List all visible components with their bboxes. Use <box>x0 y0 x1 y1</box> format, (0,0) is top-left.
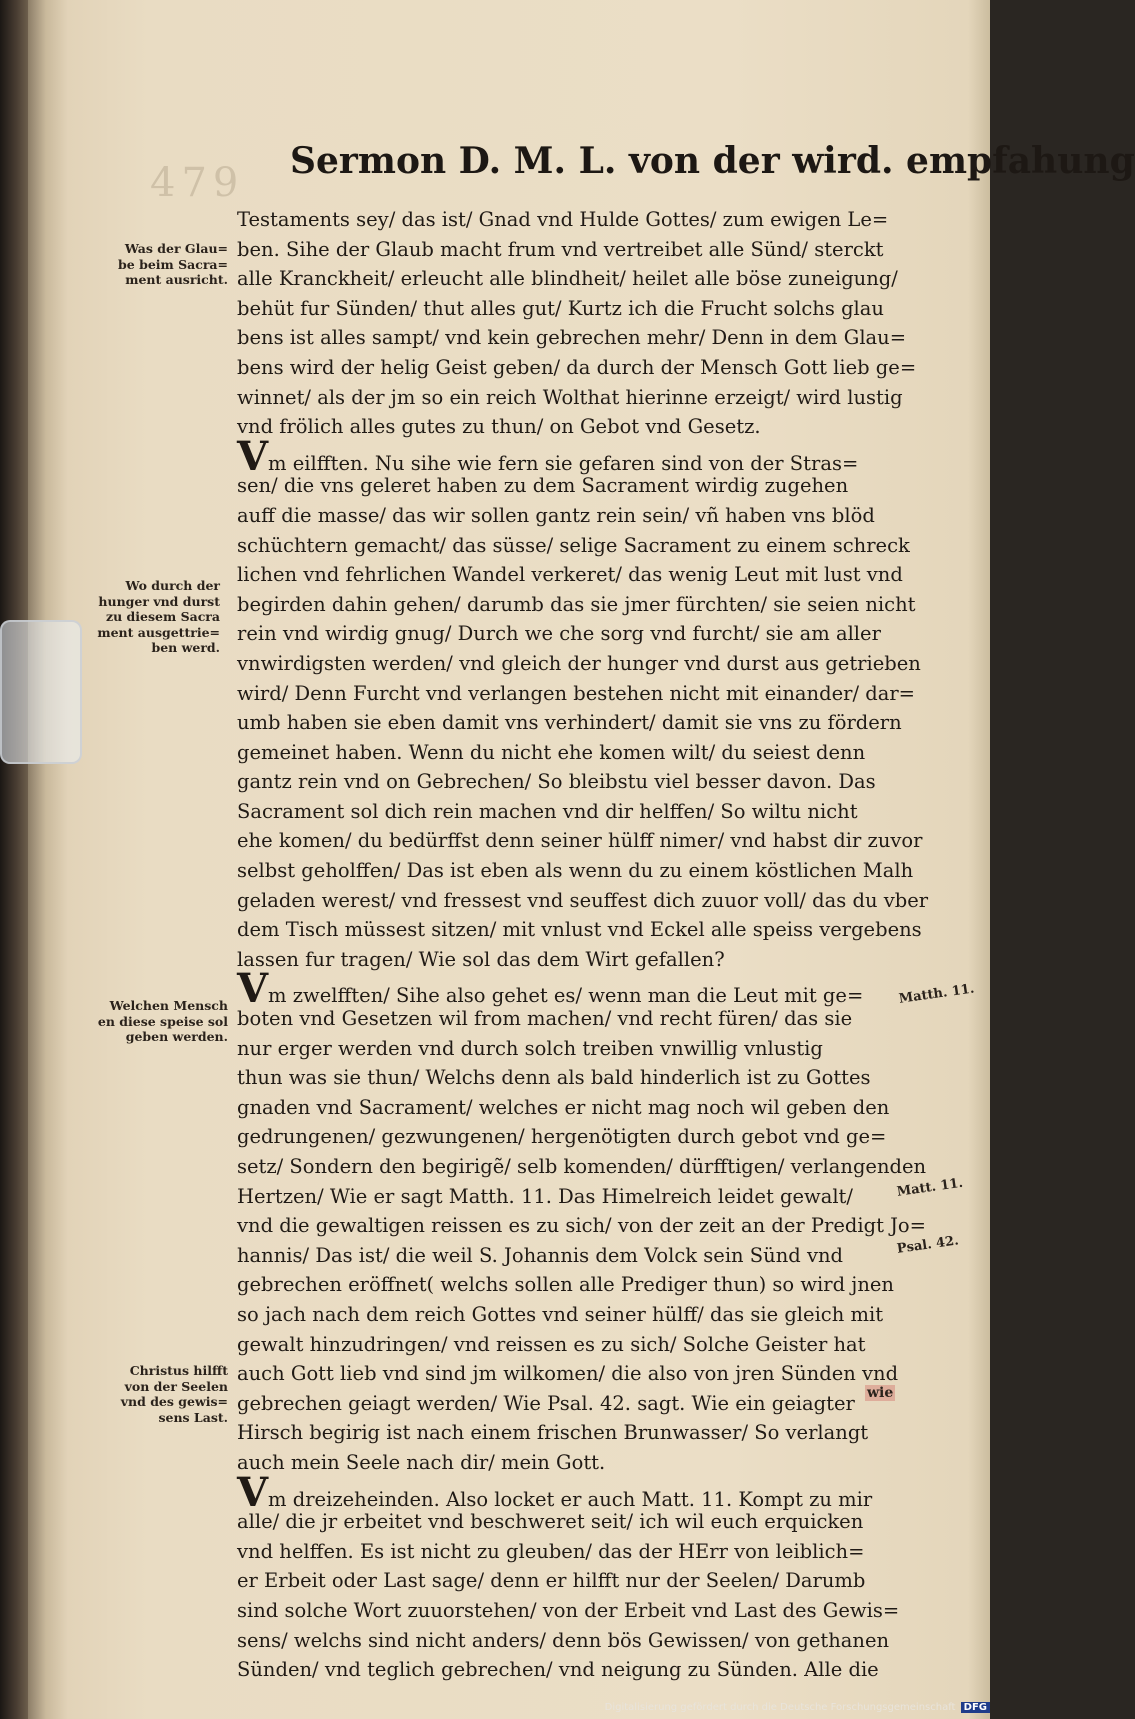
text-line: bens wird der helig Geist geben/ da durch der Mensch Gott lieb ge= <box>237 355 917 379</box>
text-line: ehe komen/ du bedürffst denn seiner hülff nimer/ vnd habst dir zuvor <box>237 829 923 853</box>
margin-note-line: Christus hilfft <box>129 1363 228 1378</box>
margin-note-line: hunger vnd durst <box>98 593 220 609</box>
text-line: bens ist alles sampt/ vnd kein gebrechen mehr/ Denn in dem Glau= <box>237 326 907 350</box>
margin-note <box>88 241 228 288</box>
text-line: auch mein Seele nach dir/ mein Gott. <box>237 1450 606 1474</box>
catchword: wie <box>867 1385 894 1401</box>
margin-note-line: en diese speise sol <box>97 1013 228 1029</box>
text-line: setz/ Sondern den begirigẽ/ selb komenden/ dürfftigen/ verlangenden <box>237 1155 927 1178</box>
margin-note-line: ment ausgettrie= <box>97 624 220 640</box>
page-clip <box>0 620 82 764</box>
text-line: umb haben sie eben damit vns verhindert/ damit sie vns zu fördern <box>237 711 902 735</box>
text-line: auch Gott lieb vnd sind jm wilkomen/ die also von jren Sünden vnd <box>237 1362 899 1386</box>
text-line: behüt fur Sünden/ thut alles gut/ Kurtz ich die Frucht solchs glau <box>237 296 884 320</box>
margin-reference: Psal. 42. <box>896 1233 960 1257</box>
initial-letter: V <box>237 965 269 1013</box>
text-line: gedrungenen/ gezwungenen/ hergenötigten durch gebot vnd ge= <box>237 1125 887 1149</box>
margin-note <box>88 1363 228 1425</box>
text-line: Sacrament sol dich rein machen vnd dir helffen/ So wiltu nicht <box>237 799 858 823</box>
text-line: gewalt hinzudringen/ vnd reissen es zu sich/ Solche Geister hat <box>237 1332 866 1356</box>
body-text <box>237 205 929 1685</box>
text-line: winnet/ als der jm so ein reich Wolthat hierinne erzeigt/ wird lustig <box>237 385 903 409</box>
margin-note-line: zu diesem Sacra <box>106 609 220 624</box>
text-line: begirden dahin gehen/ darumb das sie jmer fürchten/ sie seien nicht <box>237 592 916 616</box>
text-line: sind solche Wort zuuorstehen/ von der Erbeit vnd Last des Gewis= <box>237 1598 900 1622</box>
running-head: Sermon D. M. L. von der wird. empfahung <box>290 140 1135 182</box>
text-line: Testaments sey/ das ist/ Gnad vnd Hulde Gottes/ zum ewigen Le= <box>237 208 889 231</box>
margin-note-line: Was der Glau= <box>124 241 228 256</box>
text-line: gnaden vnd Sacrament/ welches er nicht mag noch wil geben den <box>237 1095 890 1119</box>
text-line: wird/ Denn Furcht vnd verlangen bestehen nicht mit einander/ dar= <box>237 681 915 705</box>
text-line: vnwirdigsten werden/ vnd gleich der hunger vnd durst aus getrieben <box>237 651 921 675</box>
text-line: selbst geholffen/ Das ist eben als wenn du zu einem köstlichen Malh <box>237 859 914 883</box>
margin-note-line: geben werden. <box>125 1029 228 1044</box>
text-line: geladen werest/ vnd fressest vnd seuffest dich zuuor voll/ das du vber <box>237 888 929 912</box>
initial-letter: V <box>237 432 269 480</box>
text-line: vnd helffen. Es ist nicht zu gleuben/ das der HErr von leiblich= <box>237 1539 865 1563</box>
text-line: Sünden/ vnd teglich gebrechen/ vnd neigung zu Sünden. Alle die <box>237 1658 879 1682</box>
margin-note-line: Welchen Mensch <box>109 998 228 1013</box>
text-line: auff die masse/ das wir sollen gantz rein sein/ vñ haben vns blöd <box>237 503 875 527</box>
text-line: er Erbeit oder Last sage/ denn er hilfft nur der Seelen/ Darumb <box>237 1569 866 1593</box>
text-line: thun was sie thun/ Welchs denn als bald hinderlich ist zu Gottes <box>237 1066 871 1090</box>
initial-letter: V <box>237 1468 269 1516</box>
margin-note-line: Wo durch der <box>125 578 220 593</box>
margin-note-line: sens Last. <box>158 1409 228 1425</box>
text-line: rein vnd wirdig gnug/ Durch we che sorg vnd furcht/ sie am aller <box>237 622 881 646</box>
margin-note <box>80 578 220 656</box>
margin-note-line: ben werd. <box>151 640 220 655</box>
margin-reference: Matth. 11. <box>898 981 976 1007</box>
margin-note-line: be beim Sacra= <box>118 256 228 272</box>
text-line: sen/ die vns geleret haben zu dem Sacrament wirdig zugehen <box>237 474 849 498</box>
text-line: gebrechen geiagt werden/ Wie Psal. 42. sagt. Wie ein geiagter <box>237 1391 855 1415</box>
text-line: boten vnd Gesetzen wil from machen/ vnd recht füren/ das sie <box>237 1007 853 1031</box>
text-line: Vm eilfften. Nu sihe wie fern sie gefaren sind von der Stras= <box>237 432 859 480</box>
text-line: so jach nach dem reich Gottes vnd seiner hülff/ das sie gleich mit <box>237 1302 884 1326</box>
footer-text: Digitalisierung gefördert durch die Deutsche Forschungsgemeinschaft <box>604 1702 956 1713</box>
margin-reference: Matt. 11. <box>896 1175 964 1200</box>
text-line: ben. Sihe der Glaub macht frum vnd vertreibet alle Sünd/ sterckt <box>237 237 884 261</box>
text-line: sens/ welchs sind nicht anders/ denn bös Gewissen/ von gethanen <box>237 1628 890 1652</box>
text-line: lassen fur tragen/ Wie sol das dem Wirt gefallen? <box>237 947 725 971</box>
margin-note-line: ment ausricht. <box>125 272 228 287</box>
text-line: lichen vnd fehrlichen Wandel verkeret/ das wenig Leut mit lust vnd <box>237 563 903 587</box>
text-line: vnd die gewaltigen reissen es zu sich/ von der zeit an der Predigt Jo= <box>237 1214 927 1238</box>
text-line: nur erger werden vnd durch solch treiben vnwillig vnlustig <box>237 1036 823 1060</box>
text-line: gantz rein vnd on Gebrechen/ So bleibstu viel besser davon. Das <box>237 770 876 794</box>
text-line: Vm dreizeheinden. Also locket er auch Matt. 11. Kompt zu mir <box>237 1468 873 1516</box>
text-line: alle/ die jr erbeitet vnd beschweret seit/ ich wil euch erquicken <box>237 1510 864 1534</box>
margin-note <box>88 998 228 1045</box>
margin-note-line: vnd des gewis= <box>120 1394 228 1409</box>
text-line: Hirsch begirig ist nach einem frischen Brunwasser/ So verlangt <box>237 1421 869 1445</box>
text-line: Hertzen/ Wie er sagt Matth. 11. Das Himelreich leidet gewalt/ <box>237 1184 853 1208</box>
text-line: dem Tisch müssest sitzen/ mit vnlust vnd Eckel alle speiss vergebens <box>237 918 922 942</box>
text-line: vnd frölich alles gutes zu thun/ on Gebot vnd Gesetz. <box>237 415 761 439</box>
dfg-logo: DFG <box>961 1702 990 1713</box>
text-line: hannis/ Das ist/ die weil S. Johannis dem Volck sein Sünd vnd <box>237 1243 844 1267</box>
text-line: alle Kranckheit/ erleucht alle blindheit/ heilet alle böse zuneigung/ <box>237 267 898 291</box>
text-line: Vm zwelfften/ Sihe also gehet es/ wenn man die Leut mit ge= <box>237 965 864 1013</box>
faded-folio-number: 479 <box>150 160 245 206</box>
digitization-footer <box>560 1702 990 1713</box>
text-line: gebrechen eröffnet( welchs sollen alle Prediger thun) so wird jnen <box>237 1273 894 1297</box>
book-spine <box>0 0 28 1719</box>
margin-note-line: von der Seelen <box>124 1378 228 1394</box>
text-line: schüchtern gemacht/ das süsse/ selige Sacrament zu einem schreck <box>237 533 910 557</box>
text-line: gemeinet haben. Wenn du nicht ehe komen wilt/ du seiest denn <box>237 740 866 764</box>
